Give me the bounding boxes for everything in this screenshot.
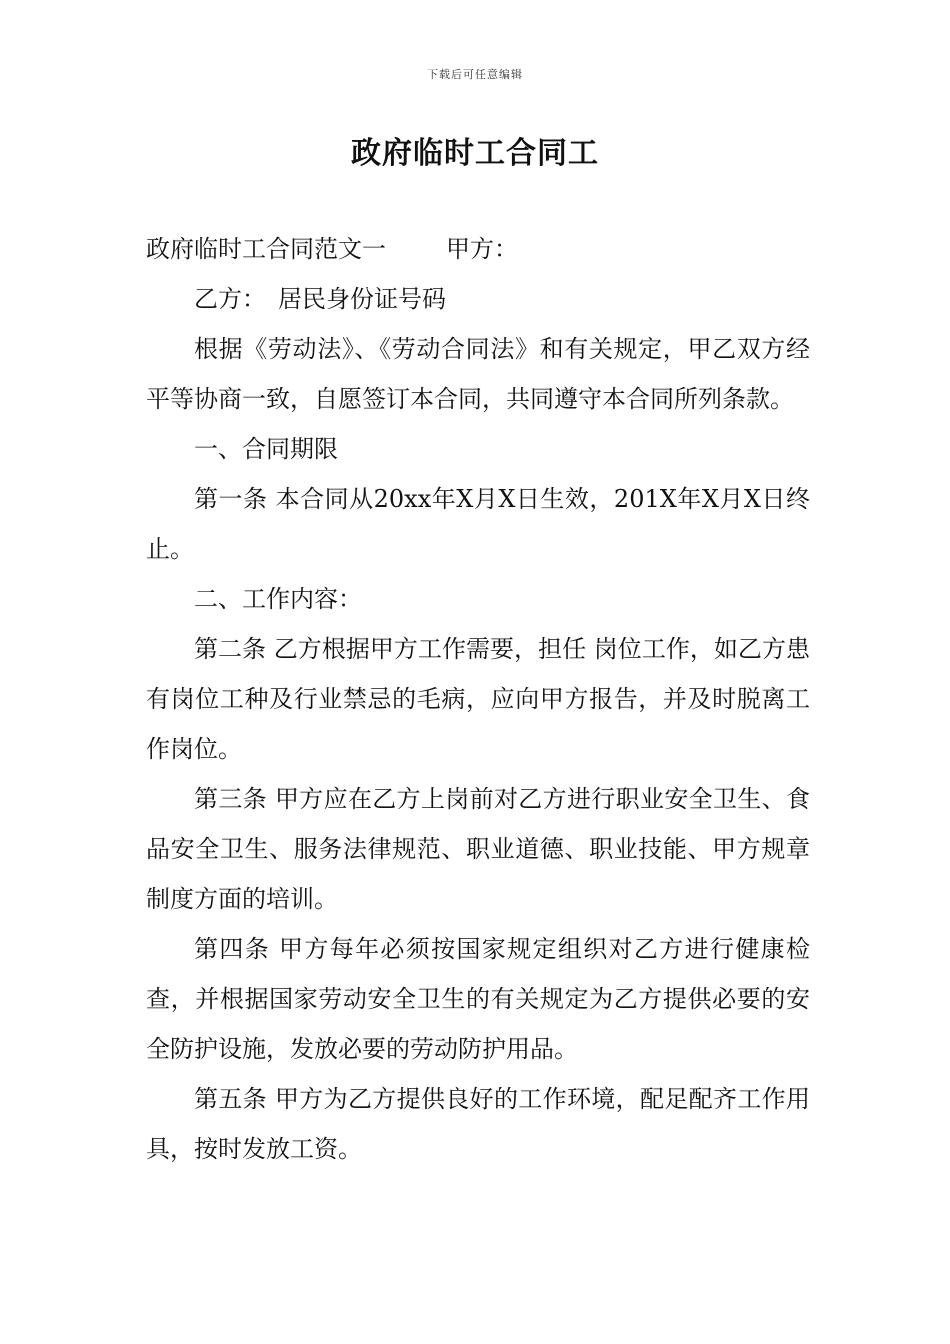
section-heading-work-content: 二、工作内容： — [194, 585, 362, 613]
intro-line — [146, 224, 810, 274]
article-3: 第三条 甲方应在乙方上岗前对乙方进行职业安全卫生、食品安全卫生、服务法律规范、职业道德、职业技能、甲方规章制度方面的培训。 — [146, 785, 810, 913]
preamble-paragraph: 根据《劳动法》、《劳动合同法》和有关规定，甲乙双方经平等协商一致，自愿签订本合同，共同遵守本合同所列条款。 — [146, 335, 810, 413]
article-2: 第二条 乙方根据甲方工作需要，担任 岗位工作，如乙方患有岗位工种及行业禁忌的毛病，应向甲方报告，并及时脱离工作岗位。 — [146, 635, 810, 763]
section-heading-contract-term: 一、合同期限 — [194, 435, 338, 463]
document-title: 政府临时工合同工 — [351, 136, 599, 171]
party-b-line — [146, 274, 810, 324]
doc-name: 政府临时工合同范文一 — [146, 235, 386, 263]
header-note: 下载后可任意编辑 — [427, 68, 523, 81]
article-4: 第四条 甲方每年必须按国家规定组织对乙方进行健康检查，并根据国家劳动安全卫生的有关规定为乙方提供必要的安全防护设施，发放必要的劳动防护用品。 — [146, 935, 810, 1063]
article-5: 第五条 甲方为乙方提供良好的工作环境，配足配齐工作用具，按时发放工资。 — [146, 1085, 810, 1163]
document-body — [146, 224, 810, 1174]
party-a-label: 甲方： — [446, 235, 518, 263]
party-b-label: 乙方： — [194, 285, 266, 313]
article-1: 第一条 本合同从20xx年X月X日生效，201X年X月X日终止。 — [146, 485, 810, 563]
id-number-label: 居民身份证号码 — [278, 285, 446, 313]
